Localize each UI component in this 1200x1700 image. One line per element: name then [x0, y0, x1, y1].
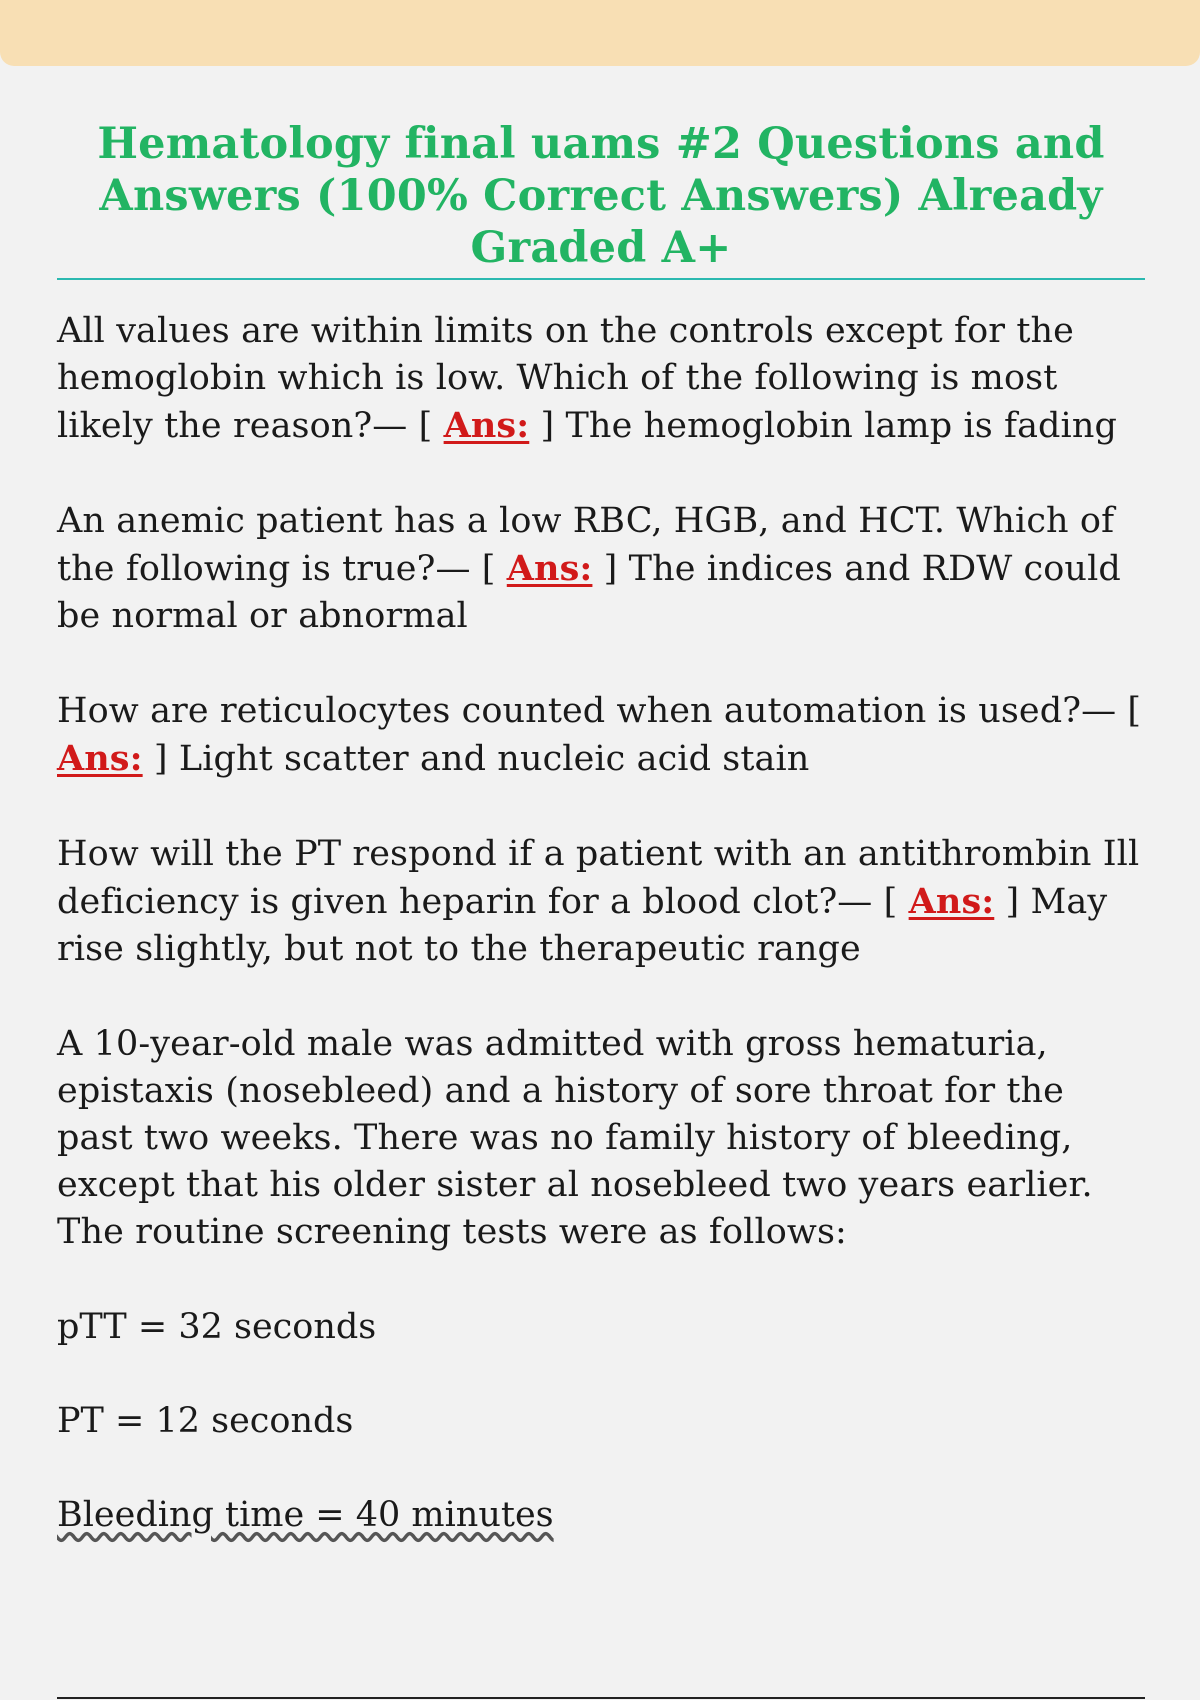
answer-bracket-close: ] — [592, 549, 629, 589]
title-divider — [57, 278, 1145, 280]
answer-text: The indices and RDW could be normal or abnormal — [57, 549, 1121, 636]
answer-label: Ans: — [443, 405, 530, 446]
answer-text: The hemoglobin lamp is fading — [565, 406, 1117, 446]
bottom-divider — [57, 1697, 1145, 1699]
answer-bracket-close: ] — [529, 406, 566, 446]
answer-text: May rise slightly, but not to the therapeutic range — [57, 882, 1108, 969]
answer-label: Ans: — [506, 548, 593, 589]
result-line-pt: PT = 12 seconds — [57, 1401, 354, 1441]
question-text: All values are within limits on the controls except for the hemoglobin which is low. Which of the following is most likely the reason?— — [57, 311, 1074, 446]
qa-item — [57, 688, 1145, 783]
case-intro: A 10-year-old male was admitted with gross hematuria, epistaxis (nosebleed) and a history of sore throat for the past two weeks. There was no family history of bleeding, except that his older sister al nosebleed two years earlier. The routine screening tests were as follows: — [57, 1024, 1093, 1252]
question-text: How are reticulocytes counted when automation is used?— — [57, 691, 1117, 731]
answer-bracket-open: [ — [1127, 691, 1142, 731]
answer-bracket-open: [ — [481, 549, 507, 589]
answer-bracket-open: [ — [418, 406, 444, 446]
answer-bracket-close: ] — [994, 882, 1031, 922]
document-page — [57, 118, 1145, 1586]
answer-label: Ans: — [908, 881, 995, 922]
answer-bracket-close: ] — [142, 739, 179, 779]
top-banner — [0, 0, 1200, 66]
document-title: Hematology final uams #2 Questions and Answers (100% Correct Answers) Already Graded A+ — [97, 119, 1105, 273]
result-line-ptt: pTT = 32 seconds — [57, 1307, 377, 1347]
answer-text: Light scatter and nucleic acid stain — [178, 739, 810, 779]
question-text: An anemic patient has a low RBC, HGB, and HCT. Which of the following is true?— — [57, 501, 1115, 589]
answer-label: Ans: — [57, 738, 143, 779]
qa-item — [57, 831, 1145, 973]
answer-bracket-open: [ — [883, 882, 909, 922]
question-text: How will the PT respond if a patient with an antithrombin Ill deficiency is given heparin for a blood clot?— — [57, 834, 1140, 922]
qa-item — [57, 498, 1145, 640]
result-line-bleeding-time: Bleeding time = 40 minutes — [57, 1495, 554, 1535]
qa-item — [57, 308, 1145, 450]
